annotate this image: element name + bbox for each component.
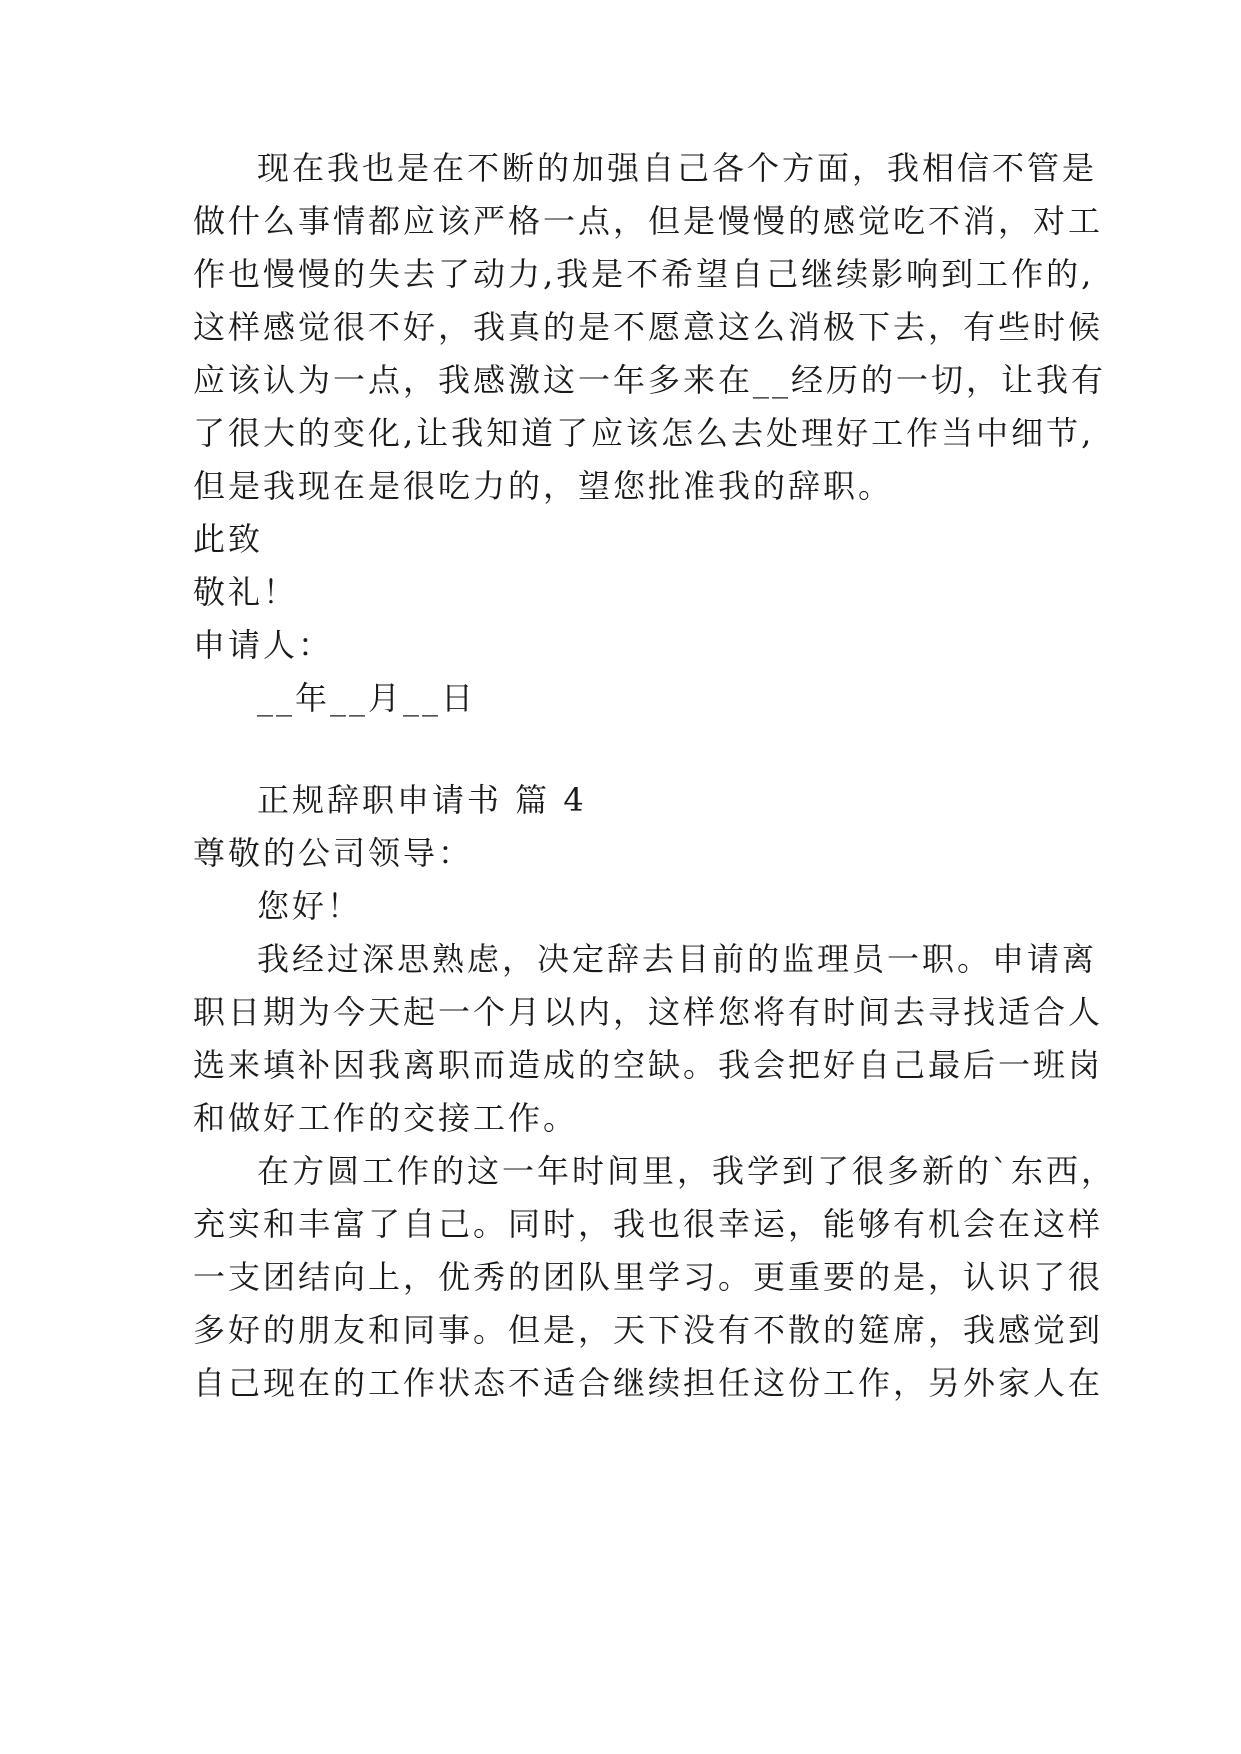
paragraph-line: 应该认为一点，我感激这一年多来在__经历的一切，让我有 [193, 361, 1107, 399]
paragraph-line: 一支团结向上，优秀的团队里学习。更重要的是，认识了很 [193, 1258, 1104, 1296]
paragraph-line: 选来填补因我离职而造成的空缺。我会把好自己最后一班岗 [193, 1046, 1104, 1084]
paragraph-line: 充实和丰富了自己。同时，我也很幸运，能够有机会在这样 [193, 1205, 1104, 1243]
paragraph-line: 自己现在的工作状态不适合继续担任这份工作，另外家人在 [193, 1364, 1104, 1402]
closing-cizhi: 此致 [193, 520, 264, 558]
closing-jingli: 敬礼！ [193, 573, 299, 611]
applicant-label: 申请人： [193, 626, 334, 664]
greeting: 您好！ [257, 887, 363, 925]
paragraph-line: 这样感觉很不好，我真的是不愿意这么消极下去，有些时候 [193, 308, 1104, 346]
paragraph-line: 多好的朋友和同事。但是，天下没有不散的筵席，我感觉到 [193, 1311, 1104, 1349]
date-line: __年__月__日 [257, 679, 477, 717]
section-title: 正规辞职申请书 篇 4 [257, 781, 587, 819]
paragraph-line: 现在我也是在不断的加强自己各个方面，我相信不管是 [257, 149, 1098, 187]
paragraph-line: 但是我现在是很吃力的，望您批准我的辞职。 [193, 467, 894, 505]
paragraph-line: 作也慢慢的失去了动力,我是不希望自己继续影响到工作的, [193, 255, 1095, 293]
paragraph-line: 在方圆工作的这一年时间里，我学到了很多新的`东西， [257, 1152, 1117, 1190]
paragraph-line: 了很大的变化,让我知道了应该怎么去处理好工作当中细节, [193, 414, 1095, 452]
paragraph-line: 做什么事情都应该严格一点，但是慢慢的感觉吃不消，对工 [193, 202, 1104, 240]
paragraph-line: 我经过深思熟虑，决定辞去目前的监理员一职。申请离 [257, 940, 1098, 978]
salutation: 尊敬的公司领导： [193, 834, 474, 872]
paragraph-line: 职日期为今天起一个月以内，这样您将有时间去寻找适合人 [193, 993, 1104, 1031]
paragraph-line: 和做好工作的交接工作。 [193, 1099, 579, 1137]
